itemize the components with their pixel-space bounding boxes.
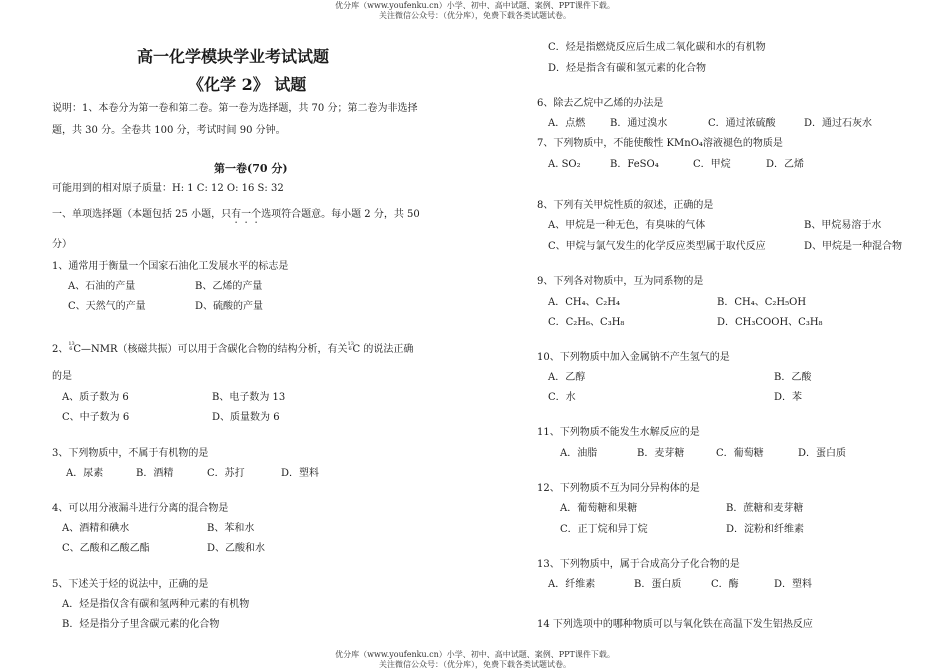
isotope-atomic-number: 6 xyxy=(69,346,73,352)
q12-option-c: C．正丁烷和异丁烷 xyxy=(560,524,648,535)
header-line-1: 优分库（www.youfenku.cn）小学、初中、高中试题、案例、PPT课件下载。 xyxy=(335,1,615,10)
q4-option-b: B、苯和水 xyxy=(207,523,255,534)
isotope-mass-number: 13 xyxy=(68,341,75,347)
q9-option-d: D．CH₃COOH、C₃H₈ xyxy=(717,317,823,328)
q12-option-b: B．蔗糖和麦芽糖 xyxy=(726,503,804,514)
q9-option-b: B．CH₄、C₂H₅OH xyxy=(717,297,807,308)
exam-subtitle: 《化学 2》 试题 xyxy=(188,75,307,94)
q2-option-a: A、质子数为 6 xyxy=(62,392,129,403)
footer-line-2: 关注微信公众号：（优分库），免费下载各类试题试卷。 xyxy=(379,660,571,669)
q2-option-d: D、质量数为 6 xyxy=(212,412,280,423)
q12-stem: 12、下列物质不互为同分异构体的是 xyxy=(537,483,700,494)
q13-option-b: B．蛋白质 xyxy=(634,579,682,590)
q14-stem: 14 下列选项中的哪种物质可以与氧化铁在高温下发生铝热反应 xyxy=(537,619,813,630)
part1-emphasis: 有一个 xyxy=(231,209,262,220)
isotope-atomic-number-2: 6 xyxy=(348,346,352,352)
q8-option-c: C、甲烷与氯气发生的化学反应类型属于取代反应 xyxy=(548,241,766,252)
part1-text-c: 选项符合题意。每小题 2 分，共 50 xyxy=(261,209,420,220)
isotope-mass-number-2: 13 xyxy=(347,341,354,347)
q2-mid: C—NMR（核磁共振）可以用于含碳化合物的结构分析，有关 xyxy=(73,344,348,355)
exam-title: 高一化学模块学业考试试题 xyxy=(137,47,330,66)
q7-option-a: A. SO₂ xyxy=(548,159,581,170)
q10-option-a: A．乙醇 xyxy=(548,372,586,383)
q3-option-b: B．酒精 xyxy=(136,468,174,479)
q2-prefix: 2、 xyxy=(52,344,69,355)
q1-option-b: B、乙烯的产量 xyxy=(195,281,263,292)
q9-stem: 9、下列各对物质中，互为同系物的是 xyxy=(537,276,704,287)
header-line-2: 关注微信公众号：（优分库），免费下载各类试题试卷。 xyxy=(379,11,571,20)
intro-line-1: 说明：1、本卷分为第一卷和第二卷。第一卷为选择题，共 70 分；第二卷为非选择 xyxy=(52,103,418,114)
q1-stem: 1、通常用于衡量一个国家石油化工发展水平的标志是 xyxy=(52,261,289,272)
q6-option-d: D．通过石灰水 xyxy=(804,118,873,129)
q9-option-a: A．CH₄、C₂H₄ xyxy=(548,297,620,308)
q8-option-d: D、甲烷是一种混合物 xyxy=(804,241,903,252)
q3-option-d: D．塑料 xyxy=(281,468,320,479)
q11-stem: 11、下列物质不能发生水解反应的是 xyxy=(537,427,700,438)
q2-stem-2: 的是 xyxy=(52,371,72,382)
q3-option-c: C．苏打 xyxy=(207,468,245,479)
q1-option-c: C、天然气的产量 xyxy=(68,301,146,312)
q6-stem: 6、除去乙烷中乙烯的办法是 xyxy=(537,98,664,109)
q4-option-c: C、乙酸和乙酸乙酯 xyxy=(62,543,150,554)
q12-option-a: A．葡萄糖和果糖 xyxy=(560,503,638,514)
q9-option-c: C．C₂H₆、C₃H₈ xyxy=(548,317,625,328)
q4-option-d: D、乙酸和水 xyxy=(207,543,266,554)
q11-option-b: B．麦芽糖 xyxy=(637,448,685,459)
q5-stem: 5、下述关于烃的说法中，正确的是 xyxy=(52,579,209,590)
atomic-mass-note: 可能用到的相对原子质量：H: 1 C: 12 O: 16 S: 32 xyxy=(52,183,284,194)
q5-option-a: A．烃是指仅含有碳和氢两种元素的有机物 xyxy=(62,599,250,610)
q5-option-b: B．烃是指分子里含碳元素的化合物 xyxy=(62,619,220,630)
q4-stem: 4、可以用分液漏斗进行分离的混合物是 xyxy=(52,503,229,514)
q12-option-d: D．淀粉和纤维素 xyxy=(726,524,805,535)
q2-post: C 的说法正确 xyxy=(352,344,414,355)
q3-stem: 3、下列物质中，不属于有机物的是 xyxy=(52,448,209,459)
q10-stem: 10、下列物质中加入金属钠不产生氢气的是 xyxy=(537,352,730,363)
q11-option-d: D．蛋白质 xyxy=(798,448,847,459)
q10-option-d: D．苯 xyxy=(774,392,803,403)
part1-instruction-end: 分） xyxy=(52,239,72,250)
part1-text-a: 一、单项选择题（本题包括 25 小题，只 xyxy=(52,209,232,220)
q7-option-c: C．甲烷 xyxy=(693,159,731,170)
q13-option-a: A．纤维素 xyxy=(548,579,596,590)
q2-stem xyxy=(52,342,413,356)
q6-option-c: C．通过浓硫酸 xyxy=(708,118,776,129)
q2-option-b: B、电子数为 13 xyxy=(212,392,286,403)
section-heading: 第一卷(70 分) xyxy=(214,162,288,175)
q5-option-c: C．烃是指燃烧反应后生成二氧化碳和水的有机物 xyxy=(548,42,766,53)
q7-option-b: B．FeSO₄ xyxy=(610,159,659,170)
part1-instruction xyxy=(52,208,420,226)
q10-option-c: C．水 xyxy=(548,392,576,403)
q8-option-a: A、甲烷是一种无色，有臭味的气体 xyxy=(548,220,706,231)
q10-option-b: B．乙酸 xyxy=(774,372,812,383)
q8-option-b: B、甲烷易溶于水 xyxy=(804,220,882,231)
q1-option-d: D、硫酸的产量 xyxy=(195,301,264,312)
q5-option-d: D．烃是指含有碳和氢元素的化合物 xyxy=(548,63,707,74)
q13-option-d: D．塑料 xyxy=(774,579,813,590)
q4-option-a: A、酒精和碘水 xyxy=(62,523,130,534)
q11-option-a: A．油脂 xyxy=(560,448,598,459)
q6-option-a: A．点燃 xyxy=(548,118,586,129)
q13-stem: 13、下列物质中，属于合成高分子化合物的是 xyxy=(537,559,740,570)
q1-option-a: A、石油的产量 xyxy=(68,281,136,292)
q11-option-c: C．葡萄糖 xyxy=(716,448,764,459)
q3-option-a: A．尿素 xyxy=(66,468,104,479)
q2-option-c: C、中子数为 6 xyxy=(62,412,130,423)
q7-option-d: D．乙烯 xyxy=(766,159,805,170)
q6-option-b: B．通过溴水 xyxy=(610,118,668,129)
q7-stem: 7、下列物质中，不能使酸性 KMnO₄溶液褪色的物质是 xyxy=(537,138,783,149)
footer-line-1: 优分库（www.youfenku.cn）小学、初中、高中试题、案例、PPT课件下载。 xyxy=(335,650,615,659)
intro-line-2: 题，共 30 分。全卷共 100 分，考试时间 90 分钟。 xyxy=(52,125,286,136)
q13-option-c: C．酶 xyxy=(711,579,739,590)
q8-stem: 8、下列有关甲烷性质的叙述，正确的是 xyxy=(537,200,714,211)
